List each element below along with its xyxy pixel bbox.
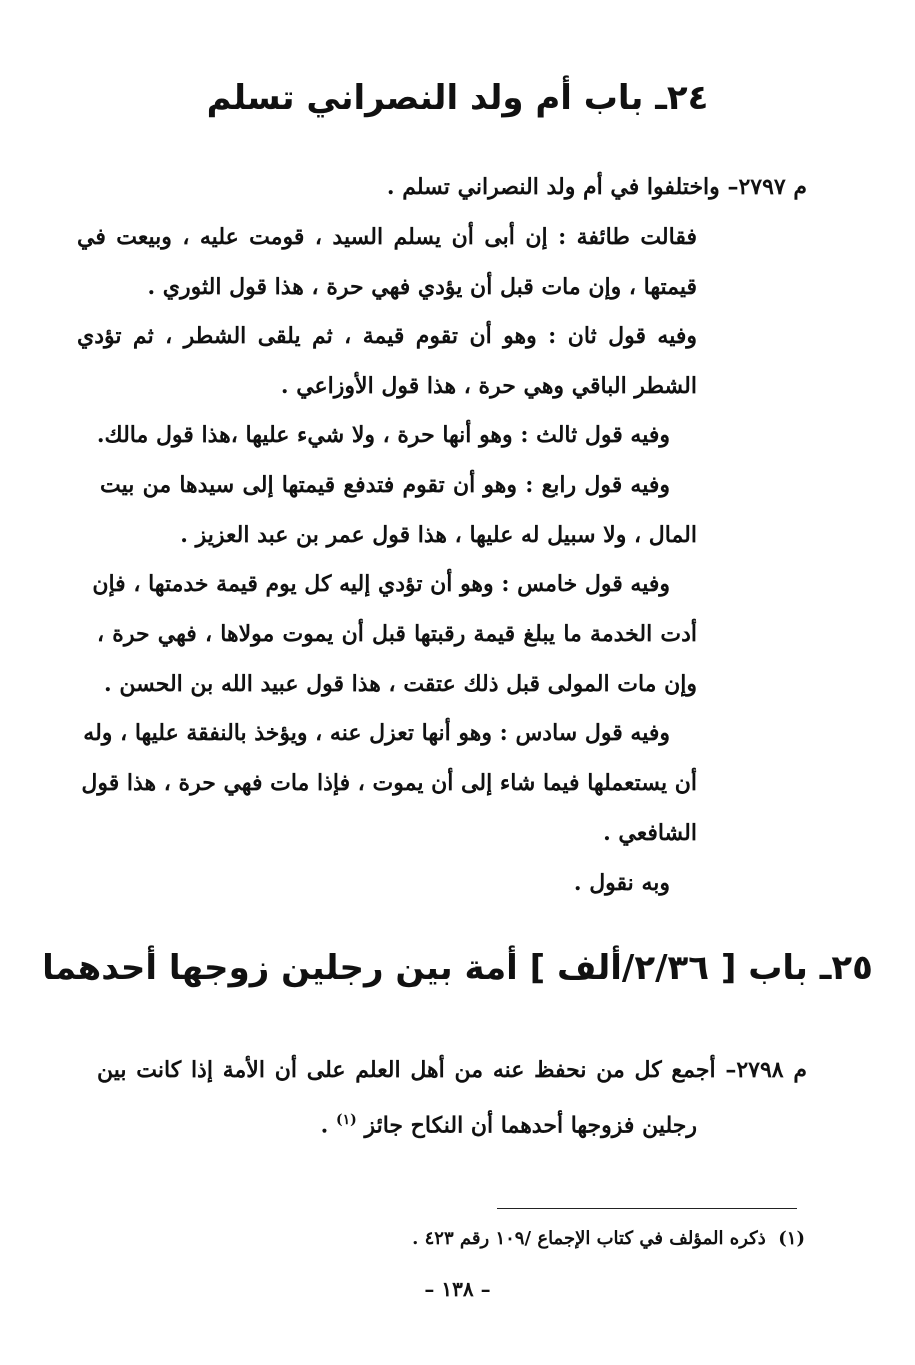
footnote-text: ذكره المؤلف في كتاب الإجماع /١٠٩ رقم ٤٢٣ . [412, 1228, 766, 1249]
page-number: – ١٣٨ – [424, 1277, 491, 1301]
section-24-heading: ٢٤ـ باب أم ولد النصراني تسلم [206, 78, 709, 118]
paragraph-5-line-2: أدت الخدمة ما يبلغ قيمة رقبتها قبل أن يموت مولاها ، فهي حرة ، [97, 621, 697, 647]
paragraph-3-line-1: وفيه قول ثالث : وهو أنها حرة ، ولا شيء عليها ،هذا قول مالك. [96, 422, 670, 448]
paragraph-m-2798-line-1: م ٢٧٩٨– أجمع كل من نحفظ عنه من أهل العلم على أن الأمة إذا كانت بين [97, 1057, 807, 1083]
paragraph-6-line-3: الشافعي . [603, 820, 697, 846]
footnote-marker: (١) [778, 1228, 805, 1249]
paragraph-m-2797-line-1: م ٢٧٩٧– واختلفوا في أم ولد النصراني تسلم . [386, 174, 807, 200]
paragraph-1-line-2: قيمتها ، وإن مات قبل أن يؤدي فهي حرة ، هذا قول الثوري . [147, 274, 697, 300]
paragraph-4-line-2: المال ، ولا سبيل له عليها ، هذا قول عمر بن عبد العزيز . [180, 522, 697, 548]
paragraph-m-2798-line-2-end: . [320, 1112, 336, 1139]
paragraph-2-line-1: وفيه قول ثان : وهو أن تقوم قيمة ، ثم يلقى الشطر ، ثم تؤدي [77, 323, 697, 349]
footnote-reference[interactable]: (١) [336, 1112, 357, 1128]
paragraph-1-line-1: فقالت طائفة : إن أبى أن يسلم السيد ، قومت عليه ، وبيعت في [77, 224, 697, 250]
paragraph-5-line-1: وفيه قول خامس : وهو أن تؤدي إليه كل يوم قيمة خدمتها ، فإن [92, 571, 670, 597]
paragraph-2-line-2: الشطر الباقي وهي حرة ، هذا قول الأوزاعي . [280, 373, 697, 399]
paragraph-6-line-2: أن يستعملها فيما شاء إلى أن يموت ، فإذا مات فهي حرة ، هذا قول [81, 770, 697, 796]
paragraph-7-line-1: وبه نقول . [573, 870, 670, 896]
footnote-divider [497, 1208, 797, 1209]
paragraph-m-2798-line-2-text: رجلين فزوجها أحدهما أن النكاح جائز [364, 1112, 697, 1139]
footnote [412, 1228, 805, 1249]
paragraph-5-line-3: وإن مات المولى قبل ذلك عتقت ، هذا قول عبيد الله بن الحسن . [104, 671, 697, 697]
paragraph-6-line-1: وفيه قول سادس : وهو أنها تعزل عنه ، ويؤخذ بالنفقة عليها ، وله [83, 720, 670, 746]
paragraph-4-line-1: وفيه قول رابع : وهو أن تقوم فتدفع قيمتها إلى سيدها من بيت [100, 472, 670, 498]
section-25-heading: ٢٥ـ باب [ ٢/٣٦/ألف ] أمة بين رجلين زوجها أحدهما [42, 948, 873, 988]
paragraph-m-2798-line-2 [321, 1105, 697, 1140]
